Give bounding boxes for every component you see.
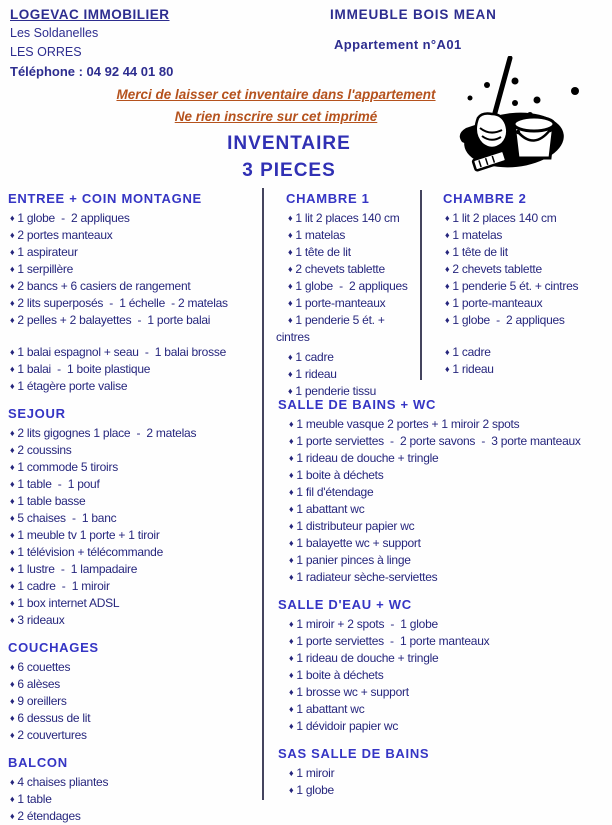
diamond-bullet-icon: ♦ — [445, 315, 450, 325]
diamond-bullet-icon: ♦ — [10, 298, 15, 308]
diamond-bullet-icon: ♦ — [10, 662, 15, 672]
item-text: 1 serpillère — [17, 262, 74, 276]
diamond-bullet-icon: ♦ — [10, 479, 15, 489]
diamond-bullet-icon: ♦ — [289, 487, 294, 497]
item-group — [276, 416, 612, 586]
item-text: 1 balai espagnol + seau - 1 balai brosse — [17, 345, 226, 359]
inventory-item — [8, 244, 260, 261]
inventory-item — [433, 261, 609, 278]
item-text: 9 oreillers — [17, 694, 67, 708]
section-title: SAS SALLE DE BAINS — [278, 746, 430, 761]
item-text: 1 globe - 2 appliques — [295, 279, 408, 293]
inventory-item — [276, 765, 612, 782]
inventory-section — [276, 190, 418, 400]
item-text: 1 rideau de douche + tringle — [296, 451, 439, 465]
diamond-bullet-icon: ♦ — [10, 213, 15, 223]
diamond-bullet-icon: ♦ — [288, 386, 293, 396]
item-group — [8, 659, 260, 744]
item-text: 1 porte serviettes - 2 porte savons - 3 porte manteaux — [296, 434, 581, 448]
inventory-item — [433, 312, 609, 329]
diamond-bullet-icon: ♦ — [289, 419, 294, 429]
diamond-bullet-icon: ♦ — [10, 445, 15, 455]
item-text: 4 chaises pliantes — [17, 775, 109, 789]
diamond-bullet-icon: ♦ — [288, 213, 293, 223]
item-text: 2 étendages — [17, 809, 81, 823]
diamond-bullet-icon: ♦ — [289, 521, 294, 531]
inventory-item — [276, 261, 418, 278]
inventory-item — [276, 518, 612, 535]
inventory-item — [8, 261, 260, 278]
item-group — [276, 616, 612, 735]
inventory-item — [276, 633, 612, 650]
diamond-bullet-icon: ♦ — [288, 281, 293, 291]
inventory-item — [8, 774, 260, 791]
item-text: 5 chaises - 1 banc — [17, 511, 117, 525]
diamond-bullet-icon: ♦ — [445, 230, 450, 240]
diamond-bullet-icon: ♦ — [289, 470, 294, 480]
diamond-bullet-icon: ♦ — [289, 504, 294, 514]
item-text: 2 chevets tablette — [295, 262, 385, 276]
item-text: 1 commode 5 tiroirs — [17, 460, 118, 474]
item-text: 1 box internet ADSL — [17, 596, 120, 610]
inventory-item — [276, 569, 612, 586]
inventory-item — [433, 244, 609, 261]
item-text: 1 fil d'étendage — [296, 485, 374, 499]
item-text: 1 meuble vasque 2 portes + 1 miroir 2 spots — [296, 417, 520, 431]
item-text: 1 penderie tissu — [295, 384, 377, 398]
diamond-bullet-icon: ♦ — [289, 704, 294, 714]
item-text: 1 porte-manteaux — [452, 296, 543, 310]
item-group — [8, 210, 260, 329]
inventory-section — [8, 639, 260, 744]
diamond-bullet-icon: ♦ — [445, 347, 450, 357]
agency-residence: Les Soldanelles — [10, 26, 99, 40]
column-chambre-1 — [276, 190, 418, 400]
item-text: 1 miroir + 2 spots - 1 globe — [296, 617, 438, 631]
diamond-bullet-icon: ♦ — [10, 281, 15, 291]
diamond-bullet-icon: ♦ — [10, 530, 15, 540]
inventory-item — [8, 727, 260, 744]
item-text: 1 lustre - 1 lampadaire — [17, 562, 138, 576]
diamond-bullet-icon: ♦ — [289, 721, 294, 731]
item-text: 2 pelles + 2 balayettes - 1 porte balai — [17, 313, 211, 327]
item-text: 1 lit 2 places 140 cm — [295, 211, 400, 225]
agency-city: LES ORRES — [10, 45, 82, 59]
notice-line-2: Ne rien inscrire sur cet imprimé — [174, 109, 378, 124]
inventory-item — [276, 650, 612, 667]
item-text: 6 dessus de lit — [17, 711, 91, 725]
inventory-item — [8, 425, 260, 442]
inventory-item — [8, 442, 260, 459]
item-text: 1 porte serviettes - 1 porte manteaux — [296, 634, 490, 648]
inventory-item — [276, 227, 418, 244]
building-name: IMMEUBLE BOIS MEAN — [330, 7, 497, 22]
item-text: 1 boite à déchets — [296, 468, 384, 482]
inventory-item — [276, 312, 418, 345]
item-group — [276, 765, 612, 799]
inventory-item — [8, 710, 260, 727]
section-title: SALLE DE BAINS + WC — [278, 397, 437, 412]
inventory-item — [8, 808, 260, 825]
diamond-bullet-icon: ♦ — [289, 785, 294, 795]
item-group — [433, 210, 609, 329]
inventory-item — [276, 210, 418, 227]
inventory-item — [8, 561, 260, 578]
diamond-bullet-icon: ♦ — [10, 364, 15, 374]
column-right-lower — [276, 396, 612, 799]
item-text: 1 balayette wc + support — [296, 536, 421, 550]
inventory-item — [8, 527, 260, 544]
diamond-bullet-icon: ♦ — [289, 653, 294, 663]
inventory-item — [276, 416, 612, 433]
inventory-item — [276, 244, 418, 261]
item-text: 1 rideau — [295, 367, 337, 381]
item-text: 2 bancs + 6 casiers de rangement — [17, 279, 191, 293]
inventory-section — [276, 745, 612, 799]
diamond-bullet-icon: ♦ — [289, 453, 294, 463]
section-title: CHAMBRE 2 — [443, 191, 527, 206]
inventory-section — [8, 190, 260, 395]
item-text: 1 balai - 1 boite plastique — [17, 362, 151, 376]
item-group — [8, 425, 260, 629]
section-title: COUCHAGES — [8, 640, 99, 655]
inventory-item — [276, 295, 418, 312]
inventory-item — [8, 476, 260, 493]
item-text: 1 table basse — [17, 494, 86, 508]
item-text: 2 portes manteaux — [17, 228, 113, 242]
item-text: 1 table - 1 pouf — [17, 477, 100, 491]
diamond-bullet-icon: ♦ — [445, 298, 450, 308]
item-text: 2 chevets tablette — [452, 262, 542, 276]
item-text: 2 coussins — [17, 443, 72, 457]
inventory-item — [276, 484, 612, 501]
item-text: 1 distributeur papier wc — [296, 519, 415, 533]
inventory-item — [8, 278, 260, 295]
item-text: 1 boite à déchets — [296, 668, 384, 682]
item-text: 1 matelas — [452, 228, 503, 242]
section-title: BALCON — [8, 755, 68, 770]
inventory-item — [433, 361, 609, 378]
item-text: 1 matelas — [295, 228, 346, 242]
item-text: 1 penderie 5 ét. + cintres — [276, 313, 388, 344]
item-text: 1 cadre — [452, 345, 491, 359]
item-text: 1 rideau — [452, 362, 494, 376]
section-title: ENTREE + COIN MONTAGNE — [8, 191, 202, 206]
diamond-bullet-icon: ♦ — [10, 381, 15, 391]
item-text: 1 globe - 2 appliques — [452, 313, 565, 327]
diamond-bullet-icon: ♦ — [289, 687, 294, 697]
inventory-item — [8, 459, 260, 476]
section-title: SEJOUR — [8, 406, 66, 421]
diamond-bullet-icon: ♦ — [10, 811, 15, 821]
column-chambre-2 — [433, 190, 609, 378]
diamond-bullet-icon: ♦ — [10, 347, 15, 357]
inventory-item — [8, 659, 260, 676]
item-text: 1 lit 2 places 140 cm — [452, 211, 557, 225]
diamond-bullet-icon: ♦ — [10, 315, 15, 325]
item-text: 1 dévidoir papier wc — [296, 719, 399, 733]
inventory-item — [276, 366, 418, 383]
inventory-item — [276, 701, 612, 718]
diamond-bullet-icon: ♦ — [289, 572, 294, 582]
diamond-bullet-icon: ♦ — [10, 496, 15, 506]
inventory-section — [8, 405, 260, 629]
diamond-bullet-icon: ♦ — [288, 315, 293, 325]
inventory-item — [433, 227, 609, 244]
agency-name: LOGEVAC IMMOBILIER — [10, 7, 170, 22]
item-text: 1 brosse wc + support — [296, 685, 409, 699]
item-text: 1 rideau de douche + tringle — [296, 651, 439, 665]
diamond-bullet-icon: ♦ — [289, 436, 294, 446]
inventory-item — [8, 676, 260, 693]
diamond-bullet-icon: ♦ — [10, 713, 15, 723]
diamond-bullet-icon: ♦ — [289, 768, 294, 778]
item-group — [8, 344, 260, 395]
inventory-item — [8, 578, 260, 595]
inventory-item — [276, 616, 612, 633]
section-title: SALLE D'EAU + WC — [278, 597, 412, 612]
inventory-item — [433, 210, 609, 227]
item-text: 6 alèses — [17, 677, 61, 691]
item-text: 1 table — [17, 792, 52, 806]
item-text: 1 miroir — [296, 766, 335, 780]
inventory-item — [8, 361, 260, 378]
inventory-item — [8, 693, 260, 710]
diamond-bullet-icon: ♦ — [10, 230, 15, 240]
title-line-2: 3 PIECES — [242, 160, 336, 181]
item-text: 1 tête de lit — [295, 245, 351, 259]
inventory-item — [8, 312, 260, 329]
inventory-item — [276, 782, 612, 799]
item-text: 3 rideaux — [17, 613, 65, 627]
diamond-bullet-icon: ♦ — [289, 538, 294, 548]
inventory-item — [276, 501, 612, 518]
inventory-item — [276, 667, 612, 684]
diamond-bullet-icon: ♦ — [289, 670, 294, 680]
diamond-bullet-icon: ♦ — [10, 730, 15, 740]
notice-line-1: Merci de laisser cet inventaire dans l'appartement — [116, 87, 436, 102]
agency-block — [10, 5, 173, 81]
item-text: 1 meuble tv 1 porte + 1 tiroir — [17, 528, 160, 542]
diamond-bullet-icon: ♦ — [10, 428, 15, 438]
diamond-bullet-icon: ♦ — [10, 247, 15, 257]
item-group — [433, 344, 609, 378]
diamond-bullet-icon: ♦ — [10, 615, 15, 625]
diamond-bullet-icon: ♦ — [288, 264, 293, 274]
inventory-item — [8, 544, 260, 561]
item-text: 1 panier pinces à linge — [296, 553, 411, 567]
diamond-bullet-icon: ♦ — [288, 298, 293, 308]
inventory-item — [8, 227, 260, 244]
item-group — [276, 210, 418, 345]
apartment-number: Appartement n°A01 — [334, 37, 462, 52]
diamond-bullet-icon: ♦ — [289, 636, 294, 646]
inventory-item — [276, 349, 418, 366]
inventory-item — [276, 535, 612, 552]
item-text: 1 étagère porte valise — [17, 379, 128, 393]
diamond-bullet-icon: ♦ — [289, 619, 294, 629]
inventory-section — [276, 396, 612, 586]
inventory-section — [433, 190, 609, 378]
diamond-bullet-icon: ♦ — [289, 555, 294, 565]
item-text: 2 lits gigognes 1 place - 2 matelas — [17, 426, 197, 440]
inventory-item — [433, 278, 609, 295]
item-group — [276, 349, 418, 400]
diamond-bullet-icon: ♦ — [288, 230, 293, 240]
inventory-item — [433, 344, 609, 361]
item-text: 1 globe — [296, 783, 334, 797]
diamond-bullet-icon: ♦ — [10, 547, 15, 557]
inventory-item — [8, 378, 260, 395]
item-text: 1 abattant wc — [296, 702, 365, 716]
diamond-bullet-icon: ♦ — [445, 213, 450, 223]
diamond-bullet-icon: ♦ — [10, 513, 15, 523]
inventory-item — [276, 450, 612, 467]
inventory-item — [276, 278, 418, 295]
diamond-bullet-icon: ♦ — [10, 462, 15, 472]
diamond-bullet-icon: ♦ — [10, 264, 15, 274]
diamond-bullet-icon: ♦ — [288, 247, 293, 257]
item-text: 1 globe - 2 appliques — [17, 211, 130, 225]
diamond-bullet-icon: ♦ — [288, 369, 293, 379]
item-text: 1 cadre — [295, 350, 334, 364]
agency-phone: Téléphone : 04 92 44 01 80 — [10, 64, 174, 79]
item-text: 1 télévision + télécommande — [17, 545, 164, 559]
diamond-bullet-icon: ♦ — [10, 777, 15, 787]
diamond-bullet-icon: ♦ — [10, 794, 15, 804]
diamond-bullet-icon: ♦ — [10, 679, 15, 689]
inventory-item — [276, 433, 612, 450]
item-text: 6 couettes — [17, 660, 71, 674]
inventory-item — [8, 344, 260, 361]
item-text: 1 cadre - 1 miroir — [17, 579, 110, 593]
item-text: 1 aspirateur — [17, 245, 78, 259]
inventory-item — [8, 595, 260, 612]
inventory-section — [276, 596, 612, 735]
item-text: 1 penderie 5 ét. + cintres — [452, 279, 579, 293]
column-divider-left — [262, 188, 264, 800]
title-line-1: INVENTAIRE — [227, 133, 351, 154]
inventory-item — [276, 718, 612, 735]
diamond-bullet-icon: ♦ — [10, 696, 15, 706]
item-text: 1 porte-manteaux — [295, 296, 386, 310]
column-left — [8, 190, 260, 825]
inventory-section — [8, 754, 260, 825]
item-text: 1 abattant wc — [296, 502, 365, 516]
inventory-item — [276, 684, 612, 701]
inventory-item — [8, 210, 260, 227]
column-divider-right — [420, 190, 422, 380]
document-title — [0, 130, 578, 184]
diamond-bullet-icon: ♦ — [10, 564, 15, 574]
inventory-item — [8, 510, 260, 527]
inventory-item — [8, 493, 260, 510]
inventory-item — [8, 612, 260, 629]
item-text: 1 tête de lit — [452, 245, 508, 259]
diamond-bullet-icon: ♦ — [10, 598, 15, 608]
diamond-bullet-icon: ♦ — [288, 352, 293, 362]
inventory-item — [8, 295, 260, 312]
item-text: 2 couvertures — [17, 728, 87, 742]
inventory-item — [276, 467, 612, 484]
diamond-bullet-icon: ♦ — [445, 264, 450, 274]
notice-block — [16, 84, 536, 128]
diamond-bullet-icon: ♦ — [445, 281, 450, 291]
diamond-bullet-icon: ♦ — [445, 364, 450, 374]
item-text: 1 radiateur sèche-serviettes — [296, 570, 438, 584]
diamond-bullet-icon: ♦ — [445, 247, 450, 257]
item-text: 2 lits superposés - 1 échelle - 2 matelas — [17, 296, 228, 310]
diamond-bullet-icon: ♦ — [10, 581, 15, 591]
inventory-item — [433, 295, 609, 312]
inventory-item — [276, 552, 612, 569]
section-title: CHAMBRE 1 — [286, 191, 370, 206]
